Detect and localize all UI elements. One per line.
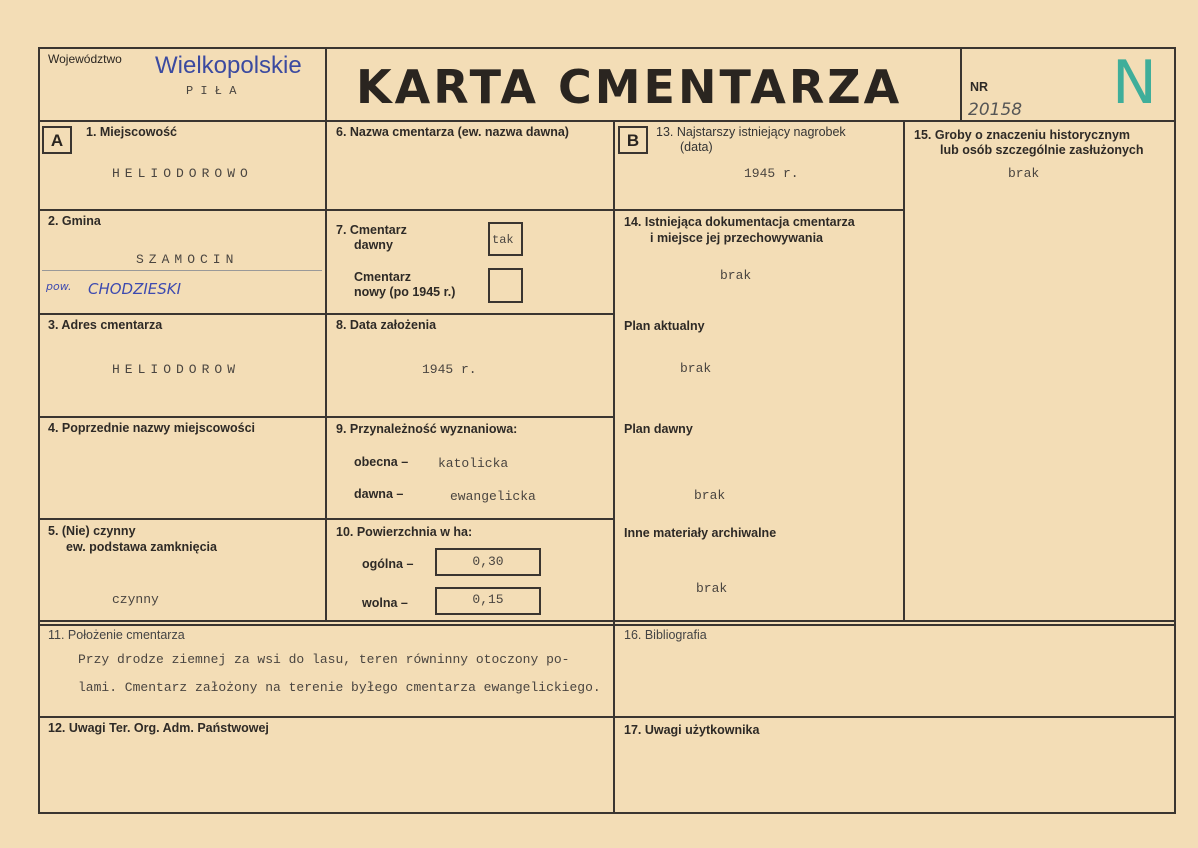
frame-top-line: [38, 47, 1176, 49]
field-3-value: HELIODOROW: [112, 362, 241, 377]
field-11-line-1: Przy drodze ziemnej za wsi do lasu, teren równinny otoczony po-: [78, 652, 570, 667]
field-4-label: 4. Poprzednie nazwy miejscowości: [48, 421, 256, 435]
field-10-free-label: wolna –: [362, 596, 408, 610]
plan-current-label: Plan aktualny: [624, 319, 705, 333]
field-2-pow-value: CHODZIESKI: [88, 280, 182, 298]
field-10-total-label: ogólna –: [362, 557, 414, 571]
field-14-label-2: i miejsce jej przechowywania: [650, 231, 823, 245]
nr-mark: N: [1112, 48, 1157, 118]
field-9-current-label: obecna –: [354, 455, 409, 469]
field-15-label-1: 15. Groby o znaczeniu historycznym: [914, 128, 1131, 142]
header-bottom-line: [38, 120, 1176, 122]
wojewodztwo-value: Wielkopolskie: [155, 52, 302, 79]
other-materials-value: brak: [696, 581, 728, 596]
field-17-label: 17. Uwagi użytkownika: [624, 723, 760, 737]
field-5-label-2: ew. podstawa zamknięcia: [66, 540, 217, 554]
field-1-value: HELIODOROWO: [112, 166, 253, 181]
grid-divider-a: [325, 120, 327, 622]
field-9-former-value: ewangelicka: [450, 489, 536, 504]
row-line-5: [38, 620, 1176, 622]
frame-right-line: [1174, 47, 1176, 814]
section-a-marker: A: [42, 126, 72, 154]
field-5-value: czynny: [112, 592, 159, 607]
grid-divider-c: [903, 120, 905, 622]
field-7-new-checkbox[interactable]: [488, 268, 523, 303]
row-line-6: [38, 716, 1176, 718]
field-6-label: 6. Nazwa cmentarza (ew. nazwa dawna): [336, 125, 569, 139]
field-13-label-2: (data): [680, 140, 713, 154]
header-divider-1: [325, 47, 327, 122]
frame-left-line: [38, 47, 40, 814]
field-7-old-checkbox[interactable]: [488, 222, 523, 256]
field-11-line-2: lami. Cmentarz założony na terenie byłego cmentarza ewangelickiego.: [78, 680, 601, 695]
field-13-value: 1945 r.: [744, 166, 799, 181]
field-14-label-1: 14. Istniejąca dokumentacja cmentarza: [624, 215, 855, 229]
field-8-value: 1945 r.: [422, 362, 477, 377]
field-14-value: brak: [720, 268, 752, 283]
field-2-value: SZAMOCIN: [136, 252, 239, 267]
field-11-label: 11. Położenie cmentarza: [48, 628, 185, 642]
field-2-label: 2. Gmina: [48, 214, 101, 228]
plan-old-value: brak: [694, 488, 726, 503]
field-7-label-2: dawny: [354, 238, 393, 252]
field-13-label-1: 13. Najstarszy istniejący nagrobek: [656, 125, 846, 139]
field-12-label: 12. Uwagi Ter. Org. Adm. Państwowej: [48, 721, 269, 735]
field-15-label-2: lub osób szczególnie zasłużonych: [940, 143, 1144, 157]
nr-label: NR: [970, 80, 989, 94]
field-1-label: 1. Miejscowość: [86, 125, 178, 139]
field-7-new-label-1: Cmentarz: [354, 270, 411, 284]
header-divider-2: [960, 47, 962, 122]
other-materials-label: Inne materiały archiwalne: [624, 526, 777, 540]
wojewodztwo-label: Województwo: [48, 52, 122, 66]
field-9-label: 9. Przynależność wyznaniowa:: [336, 422, 518, 436]
field-10-total-value: 0,30: [435, 548, 541, 576]
plan-current-value: brak: [680, 361, 712, 376]
row-line-1: [38, 209, 615, 211]
plan-old-label: Plan dawny: [624, 422, 693, 436]
field-2-underline: [42, 270, 322, 271]
field-7-old-check-value: tak: [492, 233, 514, 247]
field-2-pow-prefix: pow.: [46, 280, 72, 293]
field-9-current-value: katolicka: [438, 456, 509, 471]
field-8-label: 8. Data założenia: [336, 318, 437, 332]
field-10-free-value: 0,15: [435, 587, 541, 615]
row-line-5b: [38, 624, 1176, 626]
frame-bottom-line: [38, 812, 1176, 814]
wojewodztwo-sub: P I Ł A: [186, 84, 237, 98]
nr-value: 20158: [968, 100, 1023, 120]
section-b-marker: B: [618, 126, 648, 154]
card-title: KARTA CMENTARZA: [356, 60, 903, 114]
row-line-3: [38, 416, 615, 418]
field-7-label-1: 7. Cmentarz: [336, 223, 407, 237]
grid-divider-b: [613, 120, 615, 814]
field-15-value: brak: [1008, 166, 1040, 181]
row-line-b1: [615, 209, 905, 211]
field-16-label: 16. Bibliografia: [624, 628, 707, 642]
row-line-2: [38, 313, 615, 315]
field-3-label: 3. Adres cmentarza: [48, 318, 163, 332]
field-9-former-label: dawna –: [354, 487, 404, 501]
field-7-new-label-2: nowy (po 1945 r.): [354, 285, 456, 299]
row-line-4: [38, 518, 615, 520]
field-10-label: 10. Powierzchnia w ha:: [336, 525, 473, 539]
field-5-label-1: 5. (Nie) czynny: [48, 524, 136, 538]
